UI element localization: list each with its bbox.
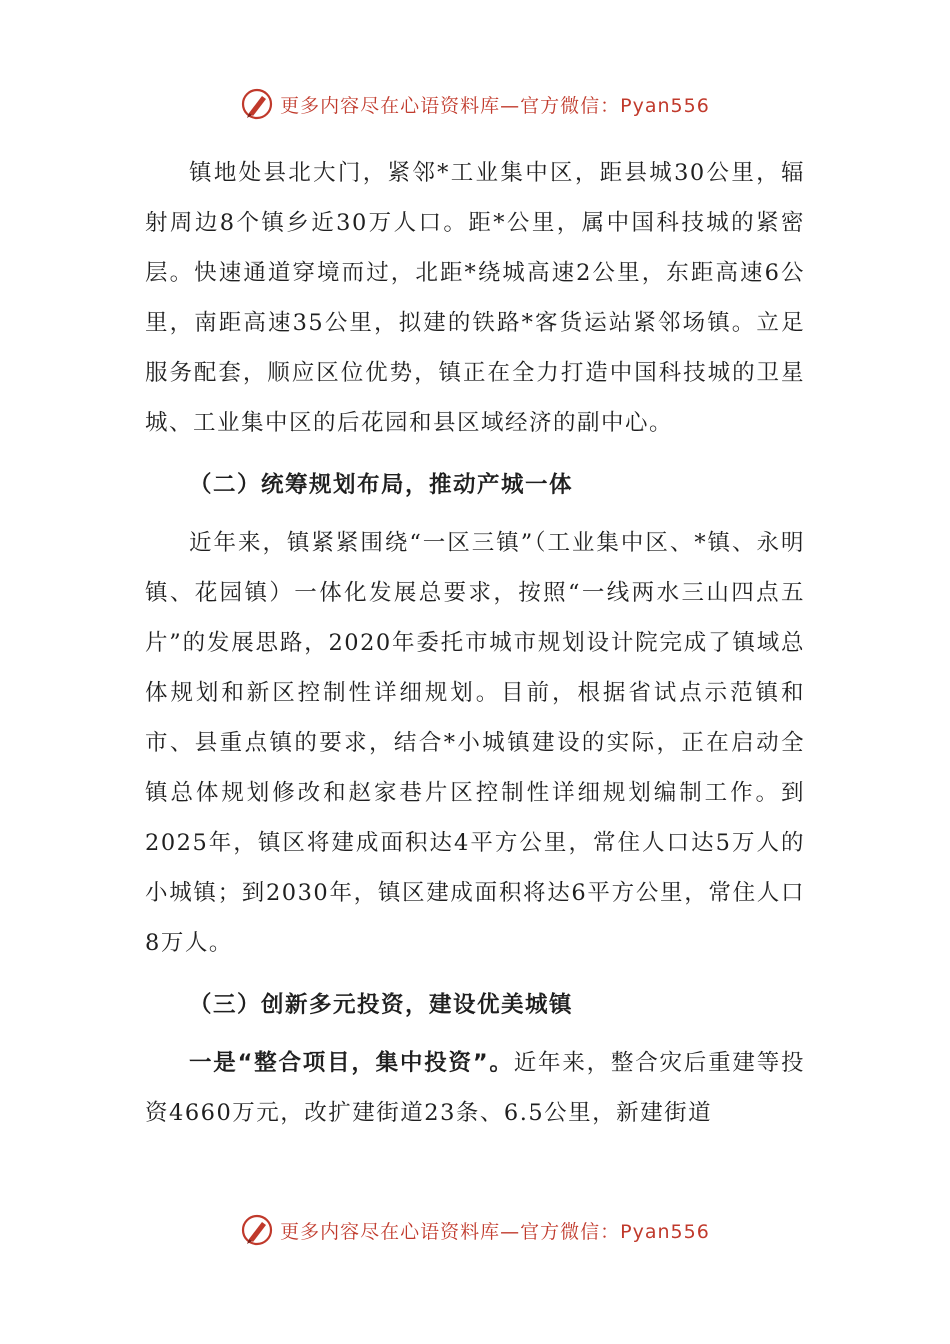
paragraph-investment bbox=[145, 1038, 805, 1138]
paragraph-planning: 近年来，镇紧紧围绕“一区三镇”（工业集中区、*镇、永明镇、花园镇）一体化发展总要求，按照“一线两水三山四点五片”的发展思路，2020年委托市城市规划设计院完成了镇域总体规划和新区控制性详细规划。目前，根据省试点示范镇和市、县重点镇的要求，结合*小城镇建设的实际，正在启动全镇总体规划修改和赵家巷片区控制性详细规划编制工作。到2025年，镇区将建成面积达4平方公里，常住人口达5万人的小城镇；到2030年，镇区建成面积将达6平方公里，常住人口8万人。 bbox=[145, 530, 805, 956]
header-watermark-banner bbox=[0, 84, 950, 124]
footer-watermark-text: 更多内容尽在心语资料库—官方微信：Pyan556 bbox=[280, 1220, 710, 1243]
footer-watermark-banner bbox=[0, 1210, 950, 1250]
paragraph-investment-lead: 一是“整合项目，集中投资”。 bbox=[189, 1050, 514, 1076]
pen-logo-icon bbox=[240, 1213, 274, 1247]
section-heading-planning: （二）统筹规划布局，推动产城一体 bbox=[189, 472, 574, 498]
document-body bbox=[145, 148, 805, 1138]
header-watermark-text: 更多内容尽在心语资料库—官方微信：Pyan556 bbox=[280, 94, 710, 117]
paragraph-location: 镇地处县北大门，紧邻*工业集中区，距县城30公里，辐射周边8个镇乡近30万人口。距*公里，属中国科技城的紧密层。快速通道穿境而过，北距*绕城高速2公里，东距高速6公里，南距高速35公里，拟建的铁路*客货运站紧邻场镇。立足服务配套，顺应区位优势，镇正在全力打造中国科技城的卫星城、工业集中区的后花园和县区域经济的副中心。 bbox=[145, 160, 805, 436]
section-heading-investment: （三）创新多元投资，建设优美城镇 bbox=[189, 992, 574, 1018]
pen-logo-icon bbox=[240, 87, 274, 121]
paragraph-investment-text: 近年来，整合灾后重建等投资4660万元，改扩建街道23条、6.5公里，新建街道 bbox=[145, 1050, 805, 1126]
